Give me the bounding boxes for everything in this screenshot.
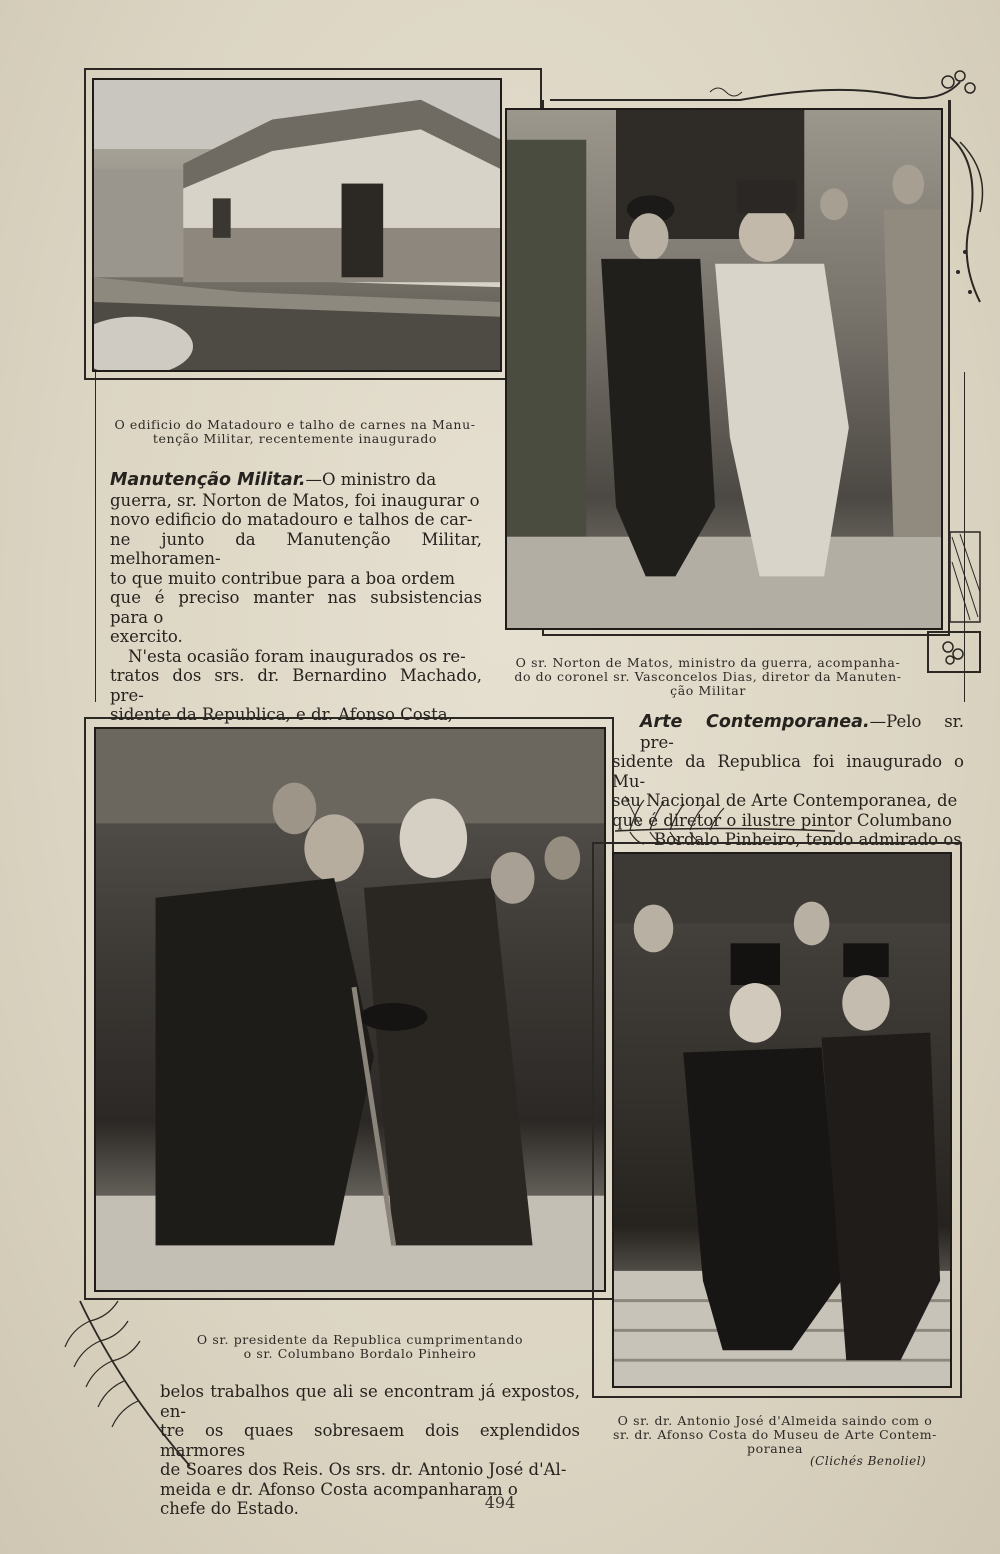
article-line: meida e dr. Afonso Costa acompanharam o xyxy=(160,1479,518,1499)
caption-line: poranea xyxy=(746,1441,804,1456)
article-line: N'esta ocasião foram inaugurados os re- xyxy=(128,646,466,666)
leaf-ornament-arte xyxy=(610,786,840,846)
article-line: de Soares dos Reis. Os srs. dr. Antonio José d'Al- xyxy=(160,1460,567,1479)
caption-almeida xyxy=(600,1414,950,1456)
article-line: to que muito contribue para a boa ordem xyxy=(110,568,455,588)
article-line: chefe do Estado. xyxy=(160,1499,299,1518)
article-line: que é preciso manter nas subsistencias para o xyxy=(110,588,482,627)
article-line: tratos dos srs. dr. Bernardino Machado, pre- xyxy=(110,666,482,705)
caption-presidente xyxy=(150,1333,570,1361)
article-line: Bordalo Pinheiro, tendo admirado os xyxy=(654,830,962,849)
article-line: tre os quaes sobresaem dois explendidos marmores xyxy=(160,1421,580,1460)
article-title-manutencao: Manutenção Militar. xyxy=(110,470,306,490)
article-line: guerra, sr. Norton de Matos, foi inaugurar o xyxy=(110,490,480,510)
article-line: sidente da Republica foi inaugurado o Mu- xyxy=(612,752,964,791)
article-line: —Pelo sr. pre- xyxy=(640,712,964,752)
photo-matadouro-building xyxy=(92,78,502,372)
caption-line: do do coronel sr. Vasconcelos Dias, diretor da Manuten- xyxy=(514,669,902,684)
caption-line: O sr. Norton de Matos, ministro da guerra, acompanha- xyxy=(515,655,901,670)
article-line: seu Nacional de Arte Contemporanea, de xyxy=(612,791,958,810)
article-line: exercito. xyxy=(110,627,183,646)
article-manutencao-militar xyxy=(110,470,482,744)
article-line: novo edificio do matadouro e talhos de car- xyxy=(110,510,473,529)
photo-credit: (Clichés Benoliel) xyxy=(810,1454,927,1468)
article-line: sidente da Republica, e dr. Afonso Costa, xyxy=(110,705,453,724)
floral-ornament-right xyxy=(540,62,995,682)
caption-line: o sr. Columbano Bordalo Pinheiro xyxy=(243,1346,477,1361)
caption-matadouro xyxy=(100,418,490,446)
photo-almeida-costa xyxy=(612,852,952,1388)
caption-line: sr. dr. Afonso Costa do Museu de Arte Contem- xyxy=(613,1427,937,1442)
page-number: 494 xyxy=(484,1493,516,1512)
photo-presidente-columbano xyxy=(94,727,606,1292)
article-line: belos trabalhos que ali se encontram já expostos, en- xyxy=(160,1382,580,1421)
caption-line: ção Militar xyxy=(670,683,746,698)
article-title-arte: Arte Contemporanea. xyxy=(640,712,870,732)
caption-line: O edificio do Matadouro e talho de carnes na Manu- xyxy=(114,417,476,432)
article-line: que é diretor o ilustre pintor Columbano xyxy=(612,810,952,830)
caption-line: O sr. dr. Antonio José d'Almeida saindo com o xyxy=(617,1413,933,1428)
article-line: —O ministro da xyxy=(305,470,437,489)
caption-line: tenção Militar, recentemente inaugurado xyxy=(152,431,438,446)
article-line: ne junto da Manutenção Militar, melhoramen- xyxy=(110,529,482,568)
caption-line: O sr. presidente da Republica cumprimentando xyxy=(196,1332,524,1347)
